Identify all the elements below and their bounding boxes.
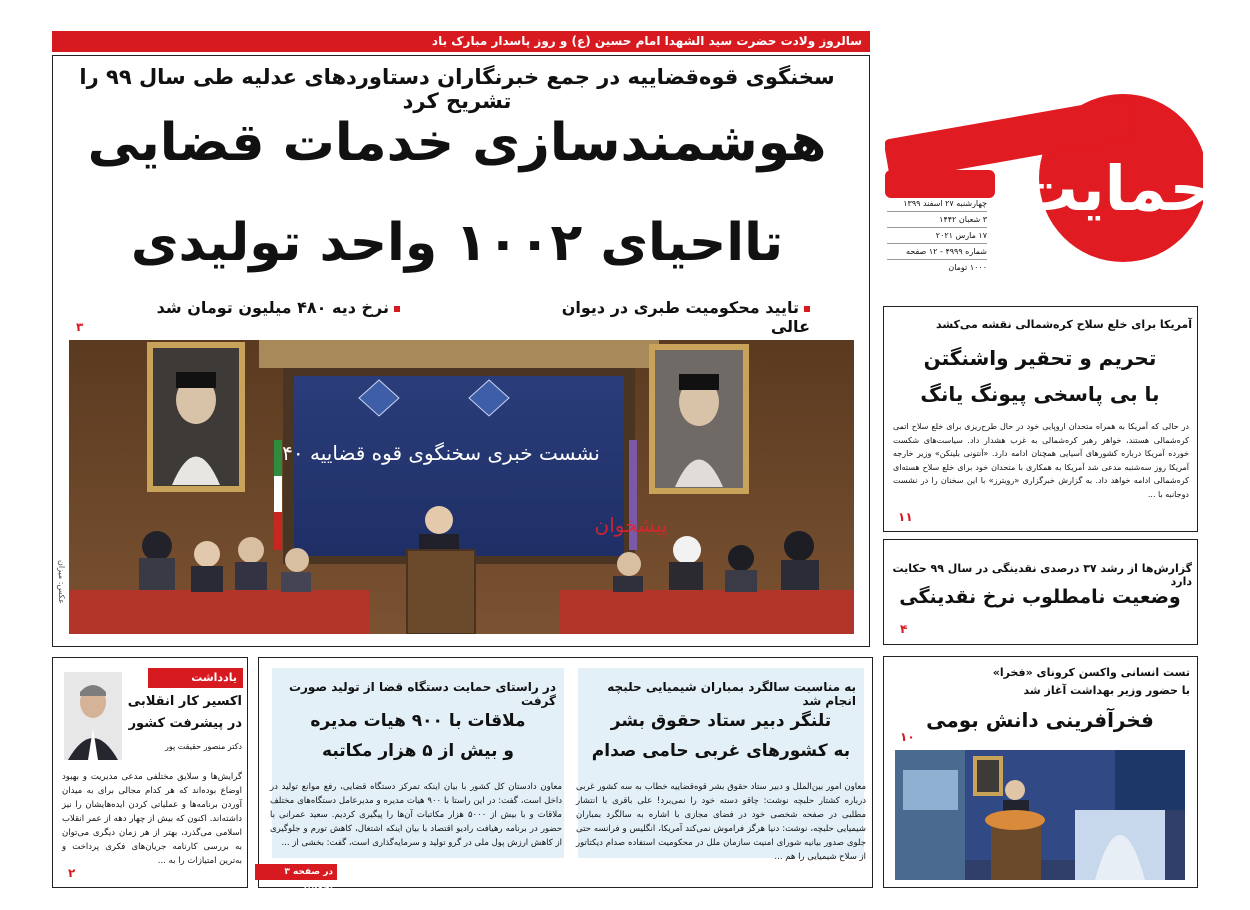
vaccine-headline[interactable]: فخرآفرینی دانش بومی xyxy=(926,708,1154,732)
author-avatar xyxy=(64,672,122,760)
human-rights-headline-1[interactable]: تلنگر دبیر ستاد حقوق بشر xyxy=(610,711,832,731)
main-subhead-1[interactable] xyxy=(520,298,810,336)
production-kicker: در راستای حمایت دستگاه قضا از تولید صورت گرفت xyxy=(288,680,556,708)
main-kicker[interactable]: سخنگوی قوه‌قضاییه در جمع خبرنگاران دستاوردهای عدلیه طی سال ۹۹ را تشریح کرد xyxy=(79,65,835,113)
editorial-author: دکتر منصور حقیقت پور xyxy=(165,742,242,751)
korea-headline-line-2[interactable]: با بی پاسخی پیونگ یانگ xyxy=(920,382,1160,406)
main-headline-line-1[interactable]: هوشمندسازی خدمات قضایی xyxy=(87,113,827,173)
press-conference-photo[interactable] xyxy=(69,340,854,634)
press-conference-illustration xyxy=(69,340,854,634)
price-line: ۱۰۰۰ تومان xyxy=(948,263,987,272)
liquidity-page-ref: ۴ xyxy=(900,622,908,636)
continue-on-page-3[interactable]: در صفحه ۳ بخوانید xyxy=(255,864,337,880)
human-rights-body: معاون امور بین‌الملل و دبیر ستاد حقوق بشر قوه‌قضاییه خطاب به سه کشور غربی درباره کشتار حلبچه نوشت: چاقو دسته خود را نمی‌برد! علی باقری با انتشار مطلبی در صفحه شخصی خود در فضای مجازی با اشاره به سالگرد بمباران شیمیایی حلبچه، نوشت: دنیا هرگز فراموش نمی‌کند آمریکا، انگلیس و فرانسه حتی جلوی صدور بیانیه شورای امنیت سازمان ملل در محکومیت استفاده صدام دیکتاتور از سلاح شیمیایی را هم ... xyxy=(576,782,866,862)
vaccine-event-illustration xyxy=(895,750,1185,880)
date-line: چهارشنبه ۲۷ اسفند ۱۳۹۹ xyxy=(887,196,987,212)
logo-text: حمایت xyxy=(1015,152,1203,225)
editorial-label: یادداشت xyxy=(148,668,243,688)
korea-kicker: آمریکا برای خلع سلاح کره‌شمالی نقشه می‌کشد xyxy=(935,318,1192,331)
top-banner: سالروز ولادت حضرت سید الشهدا امام حسین (ع) و روز پاسدار مبارک باد xyxy=(52,31,870,52)
production-body: معاون دادستان کل کشور با بیان اینکه تمرکز دستگاه قضایی، رفع موانع تولید در داخل است، گفت: در این راستا با ۹۰۰ هیات مدیره و مدیرعامل دستگاه‌های مختلف ملاقات و با بیش از ۵۰۰۰ هزار مکاتبات آن‌ها را پیگیری کردیم. سعید عمرانی با حضور در برنامه رهیافت رادیو اقتصاد با بیان اینکه اشتغال، کاهش تورم و جلوگیری از کاهش ارزش پول ملی در گرو تولید و سرمایه‌گذاری است، گفت: بخشی از ... xyxy=(270,782,562,848)
main-subhead-2-text: نرخ دیه ۴۸۰ میلیون تومان شد xyxy=(156,298,389,317)
main-subhead-2[interactable] xyxy=(150,298,400,317)
vaccine-photo[interactable] xyxy=(895,750,1185,880)
production-headline-2[interactable]: و بیش از ۵ هزار مکاتبه xyxy=(322,741,514,761)
author-avatar-icon xyxy=(64,672,122,760)
editorial-title-1[interactable]: اکسیر کار انقلابی xyxy=(127,694,242,709)
korea-body: در حالی که آمریکا به همراه متحدان اروپایی خود در حال طرح‌ریزی برای خلع سلاح اتمی کره‌شمالی هستند، خواهر رهبر کره‌شمالی به غرب هشدار داد. سیاست‌های شکست خورده آمریکا درباره کشورهای آسیایی همچنان ادامه دارد. «آنتونی بلینکن» وزیر خارجه آمریکا روز سه‌شنبه مدعی شد آمریکا به همکاری با متحدان خود برای خلع سلاح هسته‌ای کره‌شمالی ادامه خواهد داد. به گزارش خبرگزاری «رویترز» با این سخنان را در نشست دوجانبه با ... xyxy=(893,422,1189,499)
main-subhead-1-text: تایید محکومیت طبری در دیوان عالی xyxy=(561,298,810,336)
human-rights-kicker: به مناسبت سالگرد بمباران شیمیایی حلبچه انجام شد xyxy=(607,680,856,708)
liquidity-kicker: گزارش‌ها از رشد ۳۷ درصدی نقدینگی در سال ۹۹ حکایت دارد xyxy=(892,562,1192,588)
date-line: ۳ شعبان ۱۴۴۲ xyxy=(887,212,987,228)
date-line: ۱۷ مارس ۲۰۲۱ xyxy=(887,228,987,244)
issue-date-block xyxy=(887,196,987,275)
vaccine-kicker-2: با حضور وزیر بهداشت آغاز شد xyxy=(1023,684,1190,697)
bullet-icon xyxy=(394,306,400,312)
photo-banner-text: نشست خبری سخنگوی قوه قضاییه ۴۰ xyxy=(282,441,600,465)
vaccine-kicker-1: تست انسانی واکسن کرونای «فخرا» xyxy=(992,666,1190,679)
korea-headline-line-1[interactable]: تحریم و تحقیر واشنگتن xyxy=(923,346,1157,370)
bullet-icon xyxy=(804,306,810,312)
date-line: شماره ۴۹۹۹ - ۱۲ صفحه xyxy=(887,244,987,260)
liquidity-headline[interactable]: وضعیت نامطلوب نرخ نقدینگی xyxy=(899,586,1181,608)
editorial-body: گرایش‌ها و سلایق مختلفی مدعی مدیریت و بهبود اوضاع بوده‌اند که هر کدام مجالی برای به میدان آوردن برنامه‌ها و عملیاتی کردن ایده‌هایشان را نیز داشته‌اند. اکنون که بیش از چهار دهه از عمر انقلاب اسلامی می‌گذرد، بهتر از هر زمان دیگری می‌توان به بررسی کارنامه جریان‌های فکری پرداخت و به‌ترین امتیازات را به ... xyxy=(62,772,242,866)
main-headline-line-2[interactable]: تااحیای ۱۰۰۲ واحد تولیدی xyxy=(130,213,784,273)
korea-page-ref: ۱۱ xyxy=(898,510,913,524)
editorial-page-ref: ۲ xyxy=(68,866,76,880)
photo-credit: عکس: میزان xyxy=(57,560,66,604)
human-rights-headline-2[interactable]: به کشورهای غربی حامی صدام xyxy=(591,741,851,761)
production-headline-1[interactable]: ملاقات با ۹۰۰ هیات مدیره xyxy=(310,711,526,731)
main-page-ref: ۳ xyxy=(76,320,84,334)
vaccine-page-ref: ۱۰ xyxy=(900,730,915,744)
watermark-text: پیشخوان xyxy=(594,513,668,537)
editorial-title-2[interactable]: در پیشرفت کشور xyxy=(128,716,242,731)
